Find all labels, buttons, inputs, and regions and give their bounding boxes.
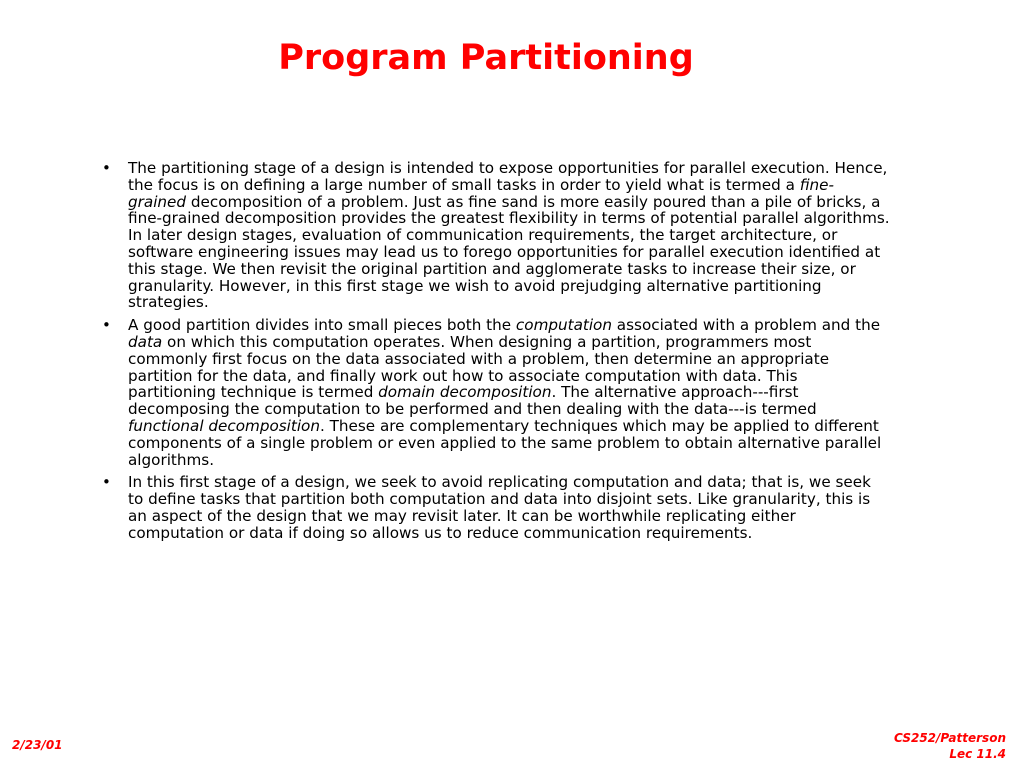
slide-title: Program Partitioning: [278, 38, 694, 78]
footer-lecture-number: Lec 11.4: [949, 747, 1006, 761]
footer-course-info: [894, 730, 1006, 762]
bullet-icon: •: [102, 159, 111, 177]
bullet-icon: •: [102, 316, 111, 335]
bullet-item: [100, 474, 890, 541]
footer-date: 2/23/01: [12, 738, 63, 752]
bullet-text: In this first stage of a design, we seek to avoid replicating computation and data; that is, we seek to define tasks that partition both computation and data into disjoint sets. Like granularity, this is an aspect of the design that we may revisit later. It can be worthwhile replicating either computation or data if doing so allows us to reduce communication requirements.: [128, 473, 871, 542]
bullet-item: [100, 317, 890, 468]
bullet-text: The partitioning stage of a design is intended to expose opportunities for parallel execution. Hence, the focus is on defining a large number of small tasks in order to yield what is termed a fine-grained decomposition of a problem. Just as fine sand is more easily poured than a pile of bricks, a fine-grained decomposition provides the greatest flexibility in terms of potential parallel algorithms. In later design stages, evaluation of communication requirements, the target architecture, or software engineering issues may lead us to forego opportunities for parallel execution identified at this stage. We then revisit the original partition and agglomerate tasks to increase their size, or granularity. However, in this first stage we wish to avoid prejudging alternative partitioning strategies.: [128, 159, 890, 312]
bullet-icon: •: [102, 473, 111, 492]
bullet-list: [100, 160, 890, 548]
bullet-text: A good partition divides into small pieces both the computation associated with a problem and the data on which this computation operates. When designing a partition, programmers most commonly first focus on the data associated with a problem, then determine an appropriate partition for the data, and finally work out how to associate computation with data. This partitioning technique is termed domain decomposition. The alternative approach---first decomposing the computation to be performed and then dealing with the data---is termed functional decomposition. These are complementary techniques which may be applied to different components of a single problem or even applied to the same problem to obtain alternative parallel algorithms.: [128, 316, 882, 469]
bullet-item: [100, 160, 890, 311]
footer-course-name: CS252/Patterson: [893, 731, 1006, 745]
